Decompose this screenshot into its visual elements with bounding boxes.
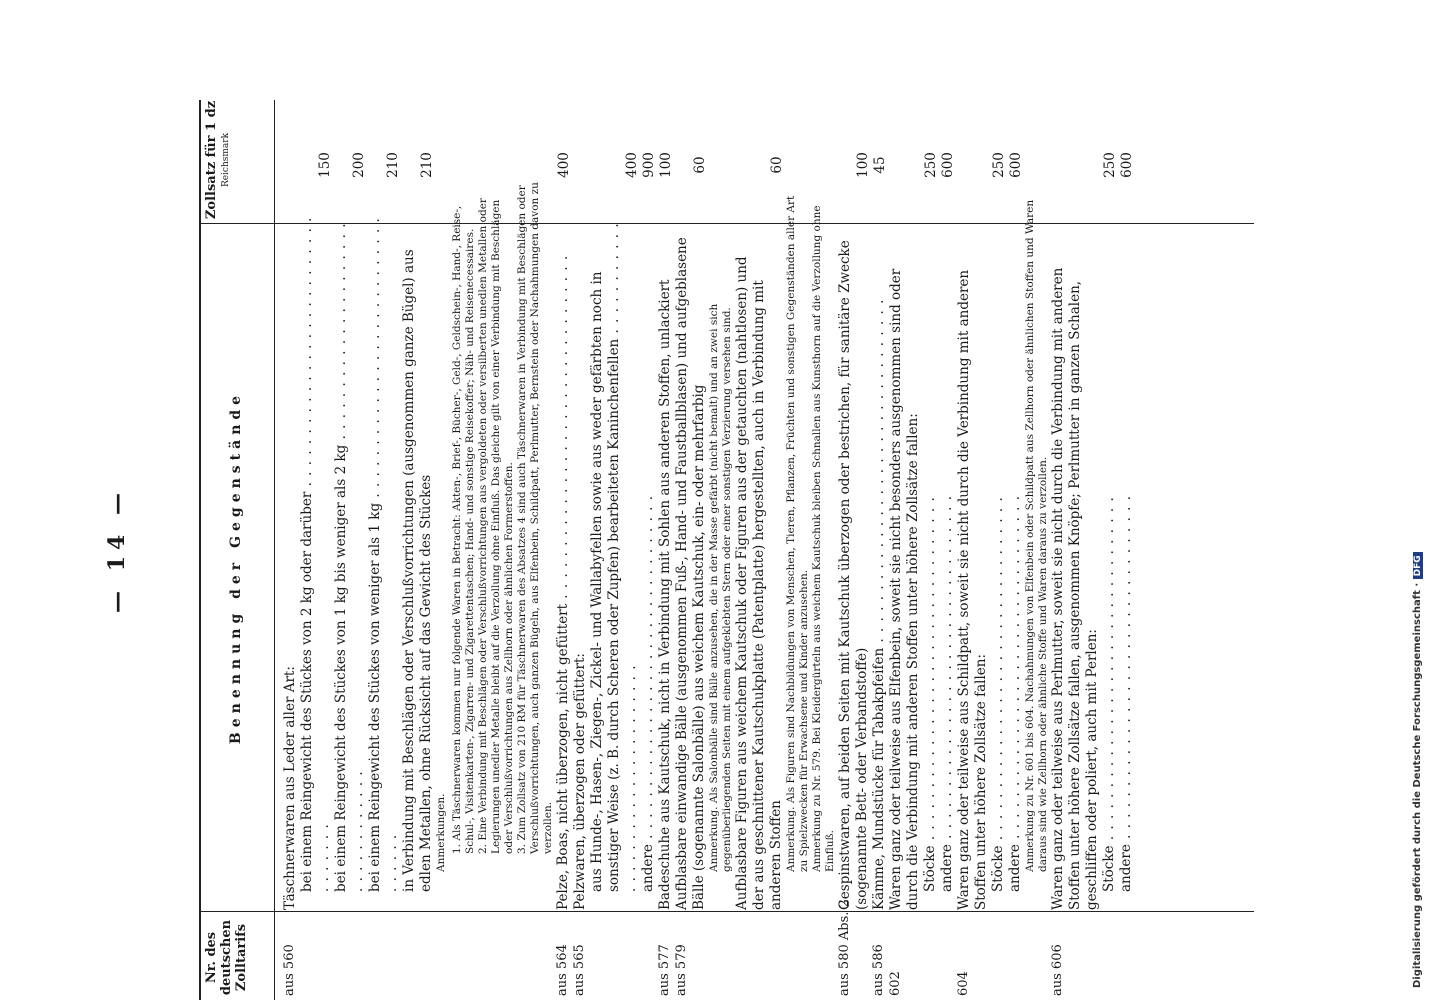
table-row (734, 100, 785, 1000)
table-row (990, 100, 1007, 1000)
dfg-funding-note (1412, 8, 1430, 988)
duty-rate: 150 (317, 152, 333, 178)
table-row (451, 100, 477, 1000)
table-row (811, 100, 837, 1000)
table-row (640, 100, 657, 1000)
table-top-rule (199, 100, 201, 1000)
item-description: andere . . . (1007, 212, 1024, 910)
page-number: — 14 — (104, 487, 130, 613)
item-description: 3. Zum Zollsatz von 210 RM für Täschnerwaren des Absatzes 4 sind auch Täschnerwaren in Verbindung mit Beschlägen oder Verschlußvorrichtungen, auch ganzen Bügeln, aus Elfenbein, Schildpatt, Perlmutter, Bernstein oder Nachahmungen davon zu verzollen. (516, 182, 554, 854)
item-description: Waren ganz oder teilweise aus Perlmutter, soweit sie nicht durch die Verbindung mit anderen Stoffen unter höhere Zollsätze fallen, ausgenommen Knöpfe; Perlmutter in ganzen Schalen, geschliffen oder poliert, auch mit Perlen: (1050, 267, 1100, 910)
tariff-number: aus 580 Abs. 2 (837, 899, 852, 996)
item-description: Kämme, Mundstücke für Tabakpfeifen . . . (871, 230, 888, 910)
tariff-number: aus 560 (282, 944, 297, 996)
table-row (708, 100, 734, 1000)
duty-rate: 250 (923, 152, 939, 178)
duty-rate: 600 (1008, 152, 1024, 178)
table-row (1101, 100, 1118, 1000)
table-row (871, 100, 888, 1000)
header-zollsatz-label: Zollsatz für 1 dz (204, 100, 219, 220)
table-row (333, 100, 367, 1000)
duty-rate: 900 (641, 152, 657, 178)
table-row (1050, 100, 1101, 1000)
duty-rate: 200 (351, 152, 367, 178)
tariff-number: aus 579 (674, 944, 689, 996)
duty-rate: 400 (624, 152, 640, 178)
funding-text: Digitalisierung gefördert durch die Deutsche Forschungsgemeinschaft · (1412, 579, 1423, 988)
item-description: Pelzwaren, überzogen oder gefüttert: (572, 653, 588, 910)
item-description: Aufblasbare einwandige Bälle (ausgenommen Fuß-, Hand- und Faustballblasen) und aufgeblasene Bälle (sogenannte Salonbälle) aus weichem Kautschuk, ein- oder mehrfarbig (674, 237, 707, 910)
table-row (657, 100, 674, 1000)
table-row (367, 100, 401, 1000)
table-row (516, 100, 555, 1000)
duty-rate: 60 (692, 156, 708, 174)
item-description: Stöcke . . . (990, 212, 1007, 910)
item-description: Aufblasbare Figuren aus weichem Kautschuk oder Figuren aus der getauchten (nahtlosen) und der aus geschnittener Kautschukplatte (Patentplatte) hergestellten, auch in Verbindung mit anderen Stoffen (734, 256, 784, 910)
item-description: Stöcke . . . (1101, 212, 1118, 910)
table-row (888, 100, 922, 1000)
duty-rate: 45 (872, 156, 888, 174)
duty-rate: 60 (769, 156, 785, 174)
table-row (922, 100, 939, 1000)
item-description: 2. Eine Verbindung mit Beschlägen oder Verschlußvorrichtungen aus vergoldeten oder versilberten unedlen Metallen oder Legierungen unedler Metalle bleibt auf die Verzollung ohne Einfluß. Das gleiche gilt von einer Verbindung mit Beschlägen oder Verschlußvorrichtungen aus Zellhorn oder ähnlichen Formerstoffen. (477, 198, 515, 854)
item-description: aus Hunde-, Hasen-, Ziegen-, Zickel- und Wallabyfellen sowie aus weder gefärbten noch in sonstiger Weise (z. B. durch Scheren oder Zupfen) bearbeiteten Kaninchenfellen . . . (589, 212, 640, 910)
item-description: Täschnerwaren aus Leder aller Art: (282, 666, 298, 910)
item-description: Badeschuhe aus Kautschuk, nicht in Verbindung mit Sohlen aus anderen Stoffen, unlackiert (657, 279, 673, 910)
duty-rate: 210 (419, 152, 435, 178)
table-row (299, 100, 333, 1000)
duty-rate: 250 (1102, 152, 1118, 178)
tariff-number: aus 586 (871, 944, 886, 996)
duty-rate: 100 (658, 152, 674, 178)
item-description: Pelze, Boas, nicht überzogen, nicht gefüttert . . . (555, 230, 572, 910)
item-description: Gespinstwaren, auf beiden Seiten mit Kautschuk überzogen oder bestrichen, für sanitäre Zwecke (sogenannte Bett- oder Verbandstoffe) (837, 240, 870, 910)
table-row (939, 100, 956, 1000)
header-benennung: Benennung der Gegenstände (228, 390, 244, 745)
item-description: Waren ganz oder teilweise aus Elfenbein, soweit sie nicht besonders ausgenommen sind oder durch die Verbindung mit anderen Stoffen unter höhere Zollsätze fallen: (888, 268, 921, 910)
tariff-table (154, 100, 1254, 1000)
item-description: andere . . . (1118, 212, 1135, 910)
table-row (785, 100, 811, 1000)
table-row (477, 100, 516, 1000)
item-description: bei einem Reingewicht des Stückes von 2 kg oder darüber . . . (299, 212, 333, 910)
item-description: 1. Als Täschnerwaren kommen nur folgende Waren in Betracht: Akten-, Brief-, Bücher-, Geld-, Geldschein-, Hand-, Reise-, Schul-, Visitenkarten-, Zigarren- und Zigarettentaschen; Hand- und sonstige Reisekoffer; Näh- und Reisenecessaires. (451, 205, 476, 854)
table-row (837, 100, 871, 1000)
table-row (435, 100, 451, 1000)
item-description: andere . . . (939, 212, 956, 910)
table-row (572, 100, 589, 1000)
table-body (282, 100, 1135, 1000)
header-nr: Nr. des deutschen Zolltarifs (204, 919, 249, 996)
table-row (674, 100, 708, 1000)
duty-rate: 600 (1119, 152, 1135, 178)
table-header-rule (274, 100, 275, 1000)
tariff-number: 602 (888, 971, 903, 996)
tariff-number: aus 606 (1050, 944, 1065, 996)
table-row (282, 100, 299, 1000)
item-description: andere . . . (640, 212, 657, 910)
duty-rate: 400 (556, 152, 572, 178)
item-description: Stöcke . . . (922, 212, 939, 910)
item-description: Anmerkung zu Nr. 579. Bei Kleidergürteln aus weichem Kautschuk bleiben Schnallen aus Kunsthorn auf die Verzollung ohne Einfluß. (811, 205, 836, 872)
table-row (1007, 100, 1024, 1000)
duty-rate: 100 (855, 152, 871, 178)
table-row (1118, 100, 1135, 1000)
item-description: bei einem Reingewicht des Stückes von weniger als 1 kg . . . (367, 212, 401, 910)
item-description: Waren ganz oder teilweise aus Schildpatt, soweit sie nicht durch die Verbindung mit anderen Stoffen unter höhere Zollsätze fallen: (956, 269, 989, 910)
table-row (956, 100, 990, 1000)
table-row (589, 100, 640, 1000)
header-zollsatz (204, 100, 234, 220)
tariff-number: aus 564 (555, 944, 570, 996)
header-zollsatz-unit: Reichsmark (221, 132, 231, 188)
item-description: Anmerkung. Als Figuren sind Nachbildungen von Menschen, Tieren, Pflanzen, Früchten und sonstigen Gegenständen aller Art zu Spielzwecken für Erwachsene und Kinder anzusehen. (785, 195, 810, 872)
table-row (555, 100, 572, 1000)
document-page (94, 100, 1394, 1000)
duty-rate: 250 (991, 152, 1007, 178)
item-description: bei einem Reingewicht des Stückes von 1 kg bis weniger als 2 kg . . . (333, 212, 367, 910)
tariff-number: aus 565 (572, 944, 587, 996)
item-description: Anmerkungen. (435, 793, 447, 872)
duty-rate: 600 (940, 152, 956, 178)
table-row (1024, 100, 1050, 1000)
dfg-logo: DFG (1413, 552, 1423, 579)
tariff-number: 604 (956, 971, 971, 996)
tariff-number: aus 577 (657, 944, 672, 996)
duty-rate: 210 (385, 152, 401, 178)
item-description: in Verbindung mit Beschlägen oder Verschlußvorrichtungen (ausgenommen ganze Bügel) aus edlen Metallen, ohne Rücksicht auf das Gewicht des Stückes (401, 249, 434, 892)
item-description: Anmerkung. Als Salonbälle sind Bälle anzusehen, die in der Masse gefärbt (nicht bemalt) und an zwei sich gegenüberliegenden Seiten mit einem aufgeklebten Stern oder einer sonstigen Verzierung versehen sind. (708, 303, 733, 872)
table-row (401, 100, 435, 1000)
item-description: Anmerkung zu Nr. 601 bis 604. Nachahmungen von Elfenbein oder Schildpatt aus Zellhorn oder ähnlichen Stoffen und Waren daraus sind wie Zellhorn oder ähnliche Stoffe und Waren daraus zu verzollen. (1024, 199, 1049, 872)
